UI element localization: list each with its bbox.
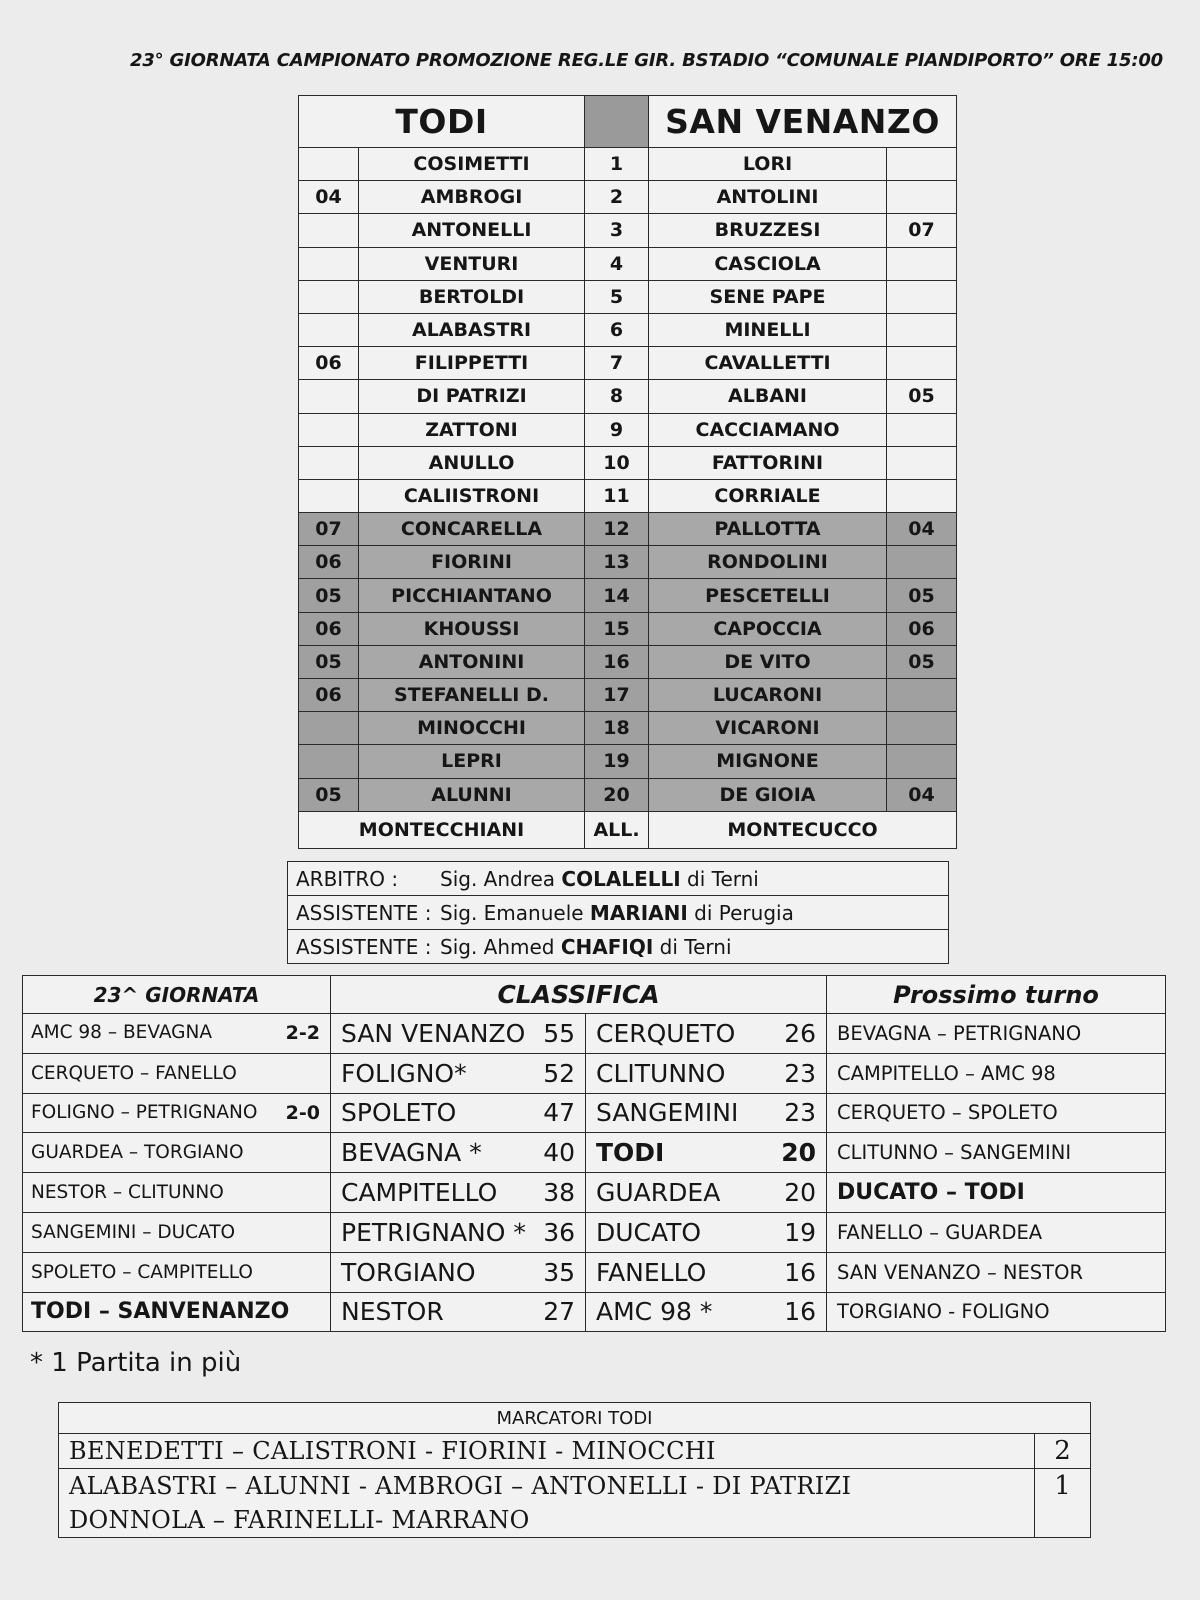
match-name: NESTOR – CLITUNNO — [31, 1182, 224, 1204]
home-player: FIORINI — [359, 546, 585, 579]
official-first-name: Sig. Ahmed — [440, 934, 561, 959]
table-cell-right — [586, 1093, 827, 1133]
scorer-names-line: BENEDETTI – CALISTRONI - FIORINI - MINOCCHI — [69, 1437, 716, 1465]
officials-body — [288, 862, 949, 964]
away-player: DE GIOIA — [649, 778, 887, 811]
lineup-row — [299, 546, 957, 579]
home-vote: 06 — [299, 612, 359, 645]
team-points: 19 — [784, 1217, 816, 1247]
away-player: CAVALLETTI — [649, 347, 887, 380]
away-player: LORI — [649, 148, 887, 181]
away-vote — [887, 313, 957, 346]
home-vote — [299, 280, 359, 313]
lineup-row — [299, 313, 957, 346]
standings-row — [23, 1093, 1166, 1133]
official-city: di Terni — [653, 934, 732, 959]
team-points: 27 — [543, 1297, 575, 1327]
home-team-name: TODI — [299, 96, 585, 148]
lineup-row — [299, 214, 957, 247]
team-points: 38 — [543, 1178, 575, 1208]
table-header: CLASSIFICA — [331, 976, 827, 1014]
shirt-number: 13 — [585, 546, 649, 579]
team-points: 35 — [543, 1257, 575, 1287]
goal-count: 2 — [1035, 1434, 1091, 1469]
team-name: DUCATO — [596, 1217, 702, 1247]
shirt-number: 1 — [585, 148, 649, 181]
official-surname: CHAFIQI — [560, 934, 654, 959]
team-points: 52 — [543, 1058, 575, 1088]
lineup-header-row — [299, 96, 957, 148]
away-vote — [887, 546, 957, 579]
home-vote — [299, 214, 359, 247]
away-vote: 04 — [887, 778, 957, 811]
away-vote — [887, 446, 957, 479]
home-vote — [299, 479, 359, 512]
team-name: CERQUETO — [596, 1018, 736, 1048]
lineup-row — [299, 280, 957, 313]
table-cell-left — [331, 1053, 586, 1093]
scorer-names — [59, 1434, 1035, 1469]
standings-row — [23, 1252, 1166, 1292]
team-name: AMC 98 * — [596, 1297, 713, 1327]
page-heading: 23° GIORNATA CAMPIONATO PROMOZIONE REG.LE GIR. BSTADIO “COMUNALE PIANDIPORTO” ORE 15:00 — [130, 50, 1163, 71]
away-vote — [887, 247, 957, 280]
away-player: SENE PAPE — [649, 280, 887, 313]
shirt-number: 7 — [585, 347, 649, 380]
home-player: ANULLO — [359, 446, 585, 479]
result-cell — [23, 1252, 331, 1292]
away-vote: 05 — [887, 579, 957, 612]
home-vote: 06 — [299, 347, 359, 380]
next-match: CAMPITELLO – AMC 98 — [827, 1053, 1166, 1093]
lineup-row — [299, 181, 957, 214]
home-player: FILIPPETTI — [359, 347, 585, 380]
next-match: DUCATO – TODI — [827, 1173, 1166, 1213]
scorers-title: MARCATORI TODI — [59, 1403, 1091, 1434]
footnote: * 1 Partita in più — [30, 1348, 242, 1378]
table-cell-right — [586, 1133, 827, 1173]
lineup-row — [299, 380, 957, 413]
goal-count: 1 — [1035, 1469, 1091, 1538]
result-cell — [23, 1093, 331, 1133]
match-name: TODI – SANVENANZO — [31, 1299, 290, 1325]
lineup-row — [299, 347, 957, 380]
team-name: SAN VENANZO — [341, 1018, 526, 1048]
shirt-number: 3 — [585, 214, 649, 247]
shirt-number: 15 — [585, 612, 649, 645]
match-score: 2-0 — [285, 1101, 320, 1124]
team-name: CLITUNNO — [596, 1058, 726, 1088]
away-vote: 05 — [887, 380, 957, 413]
shirt-number: 20 — [585, 778, 649, 811]
lineup-row — [299, 446, 957, 479]
scorer-names-line: DONNOLA – FARINELLI- MARRANO — [69, 1506, 530, 1534]
next-round-header: Prossimo turno — [827, 976, 1166, 1014]
away-vote: 06 — [887, 612, 957, 645]
home-vote — [299, 380, 359, 413]
home-player: ALUNNI — [359, 778, 585, 811]
lineup-row — [299, 247, 957, 280]
result-cell — [23, 1173, 331, 1213]
shirt-number: 12 — [585, 513, 649, 546]
official-first-name: Sig. Emanuele — [440, 900, 590, 925]
match-name: AMC 98 – BEVAGNA — [31, 1022, 212, 1044]
lineup-row — [299, 645, 957, 678]
lineup-row — [299, 479, 957, 512]
home-player: CONCARELLA — [359, 513, 585, 546]
away-vote — [887, 280, 957, 313]
result-cell — [23, 1133, 331, 1173]
away-vote — [887, 347, 957, 380]
team-points: 55 — [543, 1018, 575, 1048]
standings-row — [23, 1053, 1166, 1093]
coach-row — [299, 811, 957, 848]
match-name: CERQUETO – FANELLO — [31, 1062, 237, 1084]
home-player: VENTURI — [359, 247, 585, 280]
lineup-row — [299, 148, 957, 181]
home-player: COSIMETTI — [359, 148, 585, 181]
official-cell — [288, 862, 949, 896]
next-match: CLITUNNO – SANGEMINI — [827, 1133, 1166, 1173]
standings-row — [23, 1173, 1166, 1213]
table-cell-right — [586, 1173, 827, 1213]
result-cell — [23, 1053, 331, 1093]
result-cell — [23, 1014, 331, 1054]
away-vote — [887, 712, 957, 745]
team-points: 40 — [543, 1138, 575, 1168]
lineup-row — [299, 745, 957, 778]
shirt-number: 4 — [585, 247, 649, 280]
scorers-row — [59, 1469, 1091, 1538]
header-divider — [585, 96, 649, 148]
table-cell-right — [586, 1252, 827, 1292]
next-match: FANELLO – GUARDEA — [827, 1212, 1166, 1252]
away-vote — [887, 679, 957, 712]
home-vote — [299, 712, 359, 745]
results-header: 23^ GIORNATA — [23, 976, 331, 1014]
lineup-row — [299, 778, 957, 811]
lineup-row — [299, 513, 957, 546]
away-vote — [887, 413, 957, 446]
home-player: MINOCCHI — [359, 712, 585, 745]
home-player: AMBROGI — [359, 181, 585, 214]
shirt-number: 17 — [585, 679, 649, 712]
team-points: 36 — [543, 1217, 575, 1247]
standings-body — [23, 976, 1166, 1332]
team-points: 20 — [781, 1138, 816, 1168]
team-points: 16 — [784, 1257, 816, 1287]
lineup-row — [299, 612, 957, 645]
home-vote: 06 — [299, 679, 359, 712]
home-player: KHOUSSI — [359, 612, 585, 645]
lineup-row — [299, 579, 957, 612]
shirt-number: 2 — [585, 181, 649, 214]
home-player: ZATTONI — [359, 413, 585, 446]
standings-row — [23, 1133, 1166, 1173]
official-role: ASSISTENTE : — [296, 900, 432, 925]
shirt-number: 6 — [585, 313, 649, 346]
away-player: CACCIAMANO — [649, 413, 887, 446]
official-surname: COLALELLI — [561, 866, 681, 891]
next-match: BEVAGNA – PETRIGNANO — [827, 1014, 1166, 1054]
away-vote — [887, 181, 957, 214]
standings-row — [23, 1292, 1166, 1332]
lineup-row — [299, 679, 957, 712]
team-name: TORGIANO — [341, 1257, 476, 1287]
lineup-row — [299, 712, 957, 745]
away-player: CORRIALE — [649, 479, 887, 512]
officials-table — [287, 861, 949, 964]
away-vote: 07 — [887, 214, 957, 247]
next-match: CERQUETO – SPOLETO — [827, 1093, 1166, 1133]
away-player: PALLOTTA — [649, 513, 887, 546]
table-cell-left — [331, 1292, 586, 1332]
shirt-number: 16 — [585, 645, 649, 678]
team-points: 23 — [784, 1058, 816, 1088]
match-name: GUARDEA – TORGIANO — [31, 1142, 244, 1164]
table-cell-left — [331, 1252, 586, 1292]
shirt-number: 11 — [585, 479, 649, 512]
away-vote: 05 — [887, 645, 957, 678]
away-player: CAPOCCIA — [649, 612, 887, 645]
home-vote: 06 — [299, 546, 359, 579]
away-coach: MONTECUCCO — [649, 811, 957, 848]
official-surname: MARIANI — [589, 900, 688, 925]
home-vote — [299, 745, 359, 778]
scorer-names-line: ALABASTRI – ALUNNI - AMBROGI – ANTONELLI - DI PATRIZI — [69, 1472, 852, 1500]
shirt-number: 19 — [585, 745, 649, 778]
team-points: 47 — [543, 1098, 575, 1128]
shirt-number: 8 — [585, 380, 649, 413]
match-score: 2-2 — [285, 1022, 320, 1045]
home-player: DI PATRIZI — [359, 380, 585, 413]
away-player: PESCETELLI — [649, 579, 887, 612]
shirt-number: 9 — [585, 413, 649, 446]
team-name: FANELLO — [596, 1257, 707, 1287]
team-name: NESTOR — [341, 1297, 444, 1327]
table-cell-right — [586, 1292, 827, 1332]
home-vote — [299, 148, 359, 181]
team-name: SANGEMINI — [596, 1098, 739, 1128]
match-name: FOLIGNO – PETRIGNANO — [31, 1101, 258, 1123]
home-vote: 05 — [299, 778, 359, 811]
standings-table — [22, 975, 1166, 1332]
table-cell-left — [331, 1093, 586, 1133]
team-points: 20 — [784, 1178, 816, 1208]
table-cell-left — [331, 1133, 586, 1173]
home-player: BERTOLDI — [359, 280, 585, 313]
table-cell-right — [586, 1014, 827, 1054]
scorer-names — [59, 1469, 1035, 1538]
scorers-row — [59, 1434, 1091, 1469]
team-name: CAMPITELLO — [341, 1178, 498, 1208]
next-match: TORGIANO - FOLIGNO — [827, 1292, 1166, 1332]
away-player: RONDOLINI — [649, 546, 887, 579]
match-name: SPOLETO – CAMPITELLO — [31, 1261, 253, 1283]
table-cell-right — [586, 1212, 827, 1252]
scorers-body — [59, 1403, 1091, 1538]
shirt-number: 5 — [585, 280, 649, 313]
away-player: ALBANI — [649, 380, 887, 413]
away-team-name: SAN VENANZO — [649, 96, 957, 148]
team-name: GUARDEA — [596, 1178, 721, 1208]
home-player: ALABASTRI — [359, 313, 585, 346]
away-player: CASCIOLA — [649, 247, 887, 280]
home-player: LEPRI — [359, 745, 585, 778]
team-points: 23 — [784, 1098, 816, 1128]
away-player: MINELLI — [649, 313, 887, 346]
result-cell — [23, 1292, 331, 1332]
team-name: BEVAGNA * — [341, 1138, 482, 1168]
team-name: FOLIGNO* — [341, 1058, 467, 1088]
official-role: ASSISTENTE : — [296, 934, 432, 959]
home-coach: MONTECCHIANI — [299, 811, 585, 848]
official-city: di Terni — [680, 866, 759, 891]
away-player: VICARONI — [649, 712, 887, 745]
lineup-table — [298, 95, 957, 849]
shirt-number: 10 — [585, 446, 649, 479]
official-row — [288, 896, 949, 930]
official-cell — [288, 930, 949, 964]
official-row — [288, 862, 949, 896]
official-role: ARBITRO : — [296, 866, 399, 891]
home-player: PICCHIANTANO — [359, 579, 585, 612]
table-cell-left — [331, 1014, 586, 1054]
away-vote — [887, 745, 957, 778]
away-player: DE VITO — [649, 645, 887, 678]
home-player: ANTONINI — [359, 645, 585, 678]
shirt-number: 18 — [585, 712, 649, 745]
away-player: FATTORINI — [649, 446, 887, 479]
standings-row — [23, 1014, 1166, 1054]
home-vote: 04 — [299, 181, 359, 214]
table-cell-right — [586, 1053, 827, 1093]
home-vote — [299, 247, 359, 280]
lineup-body — [299, 96, 957, 849]
result-cell — [23, 1212, 331, 1252]
away-player: LUCARONI — [649, 679, 887, 712]
home-vote — [299, 446, 359, 479]
away-player: ANTOLINI — [649, 181, 887, 214]
official-first-name: Sig. Andrea — [440, 866, 562, 891]
scorers-title-row — [59, 1403, 1091, 1434]
home-player: STEFANELLI D. — [359, 679, 585, 712]
table-cell-left — [331, 1212, 586, 1252]
home-vote: 07 — [299, 513, 359, 546]
shirt-number: 14 — [585, 579, 649, 612]
official-cell — [288, 896, 949, 930]
official-row — [288, 930, 949, 964]
team-points: 26 — [784, 1018, 816, 1048]
home-vote — [299, 313, 359, 346]
away-vote: 04 — [887, 513, 957, 546]
scorers-table — [58, 1402, 1091, 1538]
home-player: CALIISTRONI — [359, 479, 585, 512]
team-name: PETRIGNANO * — [341, 1217, 526, 1247]
away-player: MIGNONE — [649, 745, 887, 778]
standings-row — [23, 1212, 1166, 1252]
team-points: 16 — [784, 1297, 816, 1327]
away-player: BRUZZESI — [649, 214, 887, 247]
home-vote — [299, 413, 359, 446]
next-match: SAN VENANZO – NESTOR — [827, 1252, 1166, 1292]
home-vote: 05 — [299, 645, 359, 678]
official-city: di Perugia — [687, 900, 794, 925]
coach-label: ALL. — [585, 811, 649, 848]
away-vote — [887, 479, 957, 512]
match-name: SANGEMINI – DUCATO — [31, 1221, 236, 1243]
team-name: SPOLETO — [341, 1098, 457, 1128]
home-player: ANTONELLI — [359, 214, 585, 247]
lineup-row — [299, 413, 957, 446]
team-name: TODI — [596, 1138, 665, 1168]
standings-header-row — [23, 976, 1166, 1014]
home-vote: 05 — [299, 579, 359, 612]
away-vote — [887, 148, 957, 181]
table-cell-left — [331, 1173, 586, 1213]
